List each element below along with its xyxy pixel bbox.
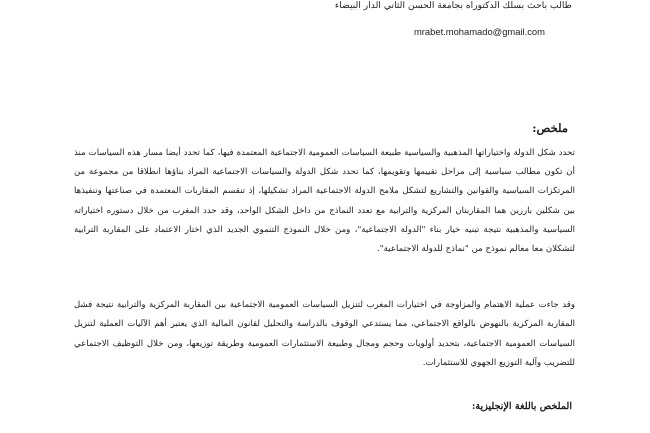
english-abstract-heading: الملخص باللغة الإنجليزية: <box>471 401 572 412</box>
author-affiliation: طالب باحث بسلك الدكتوراه بجامعة الحسن الثاني الدار البيضاء <box>334 0 572 11</box>
abstract-heading: ملخص: <box>532 121 568 135</box>
abstract-paragraph-1: تحدد شكل الدولة واختياراتها المذهبية والسياسية طبيعة السياسات العمومية الاجتماعية المعتمدة فيها، كما تحدد أيضا مسار هذه السياسات منذ أن تكون مطالب سياسية إلى مراحل تقييمها وتقويمها، كما تحدد شكل الدولة والسياسات الاجتماعية المراد بناؤها انطلاقا من مجموعة من المرتكزات السياسية والقوانين والتشاريع لتشكل ملامح الدولة الاجتماعية المراد تشكيلها، إذ تنقسم المقاربات المعتمدة في صناعتها وتنفيذها بين شكلين بارزين هما المقاربتان المركزية والترابية مع تعدد النماذج من داخل الشكل الواحد، وقد حدد المغرب من خلال دستوره اختياراته السياسية والمذهبية نتيجة تبنيه خيار بناء "الدولة الاجتماعية"، ومن خلال النموذج التنموي الجديد الذي اختار الاعتماد على المقاربة الترابية لتشكلان معا معالم نموذج من "نماذج للدولة الاجتماعية". <box>74 148 575 255</box>
cropped-text-line <box>73 423 583 433</box>
author-email[interactable]: mrabet.mohamado@gmail.com <box>414 26 545 37</box>
abstract-paragraph-2: وقد جاءت عملية الاهتمام والمزاوجة في اختيارات المغرب لتنزيل السياسات العمومية الاجتماعية بين المقاربة المركزية والترابية نتيجة فشل المقاربة المركزية بالنهوض بالواقع الاجتماعي، مما يستدعي الوقوف بالدراسة والتحليل لقانون المالية الذي يعتبر أهم الآليات العملية لتنزيل السياسات العمومية الاجتماعية، بتحديد أولويات وحجم ومجال وطبيعة الاستثمارات العمومية وطريقة توزيعها، ومن خلال التوظيف الاجتماعي للتضريب وآلية التوزيع الجهوي للاستثمارات. <box>74 300 575 369</box>
